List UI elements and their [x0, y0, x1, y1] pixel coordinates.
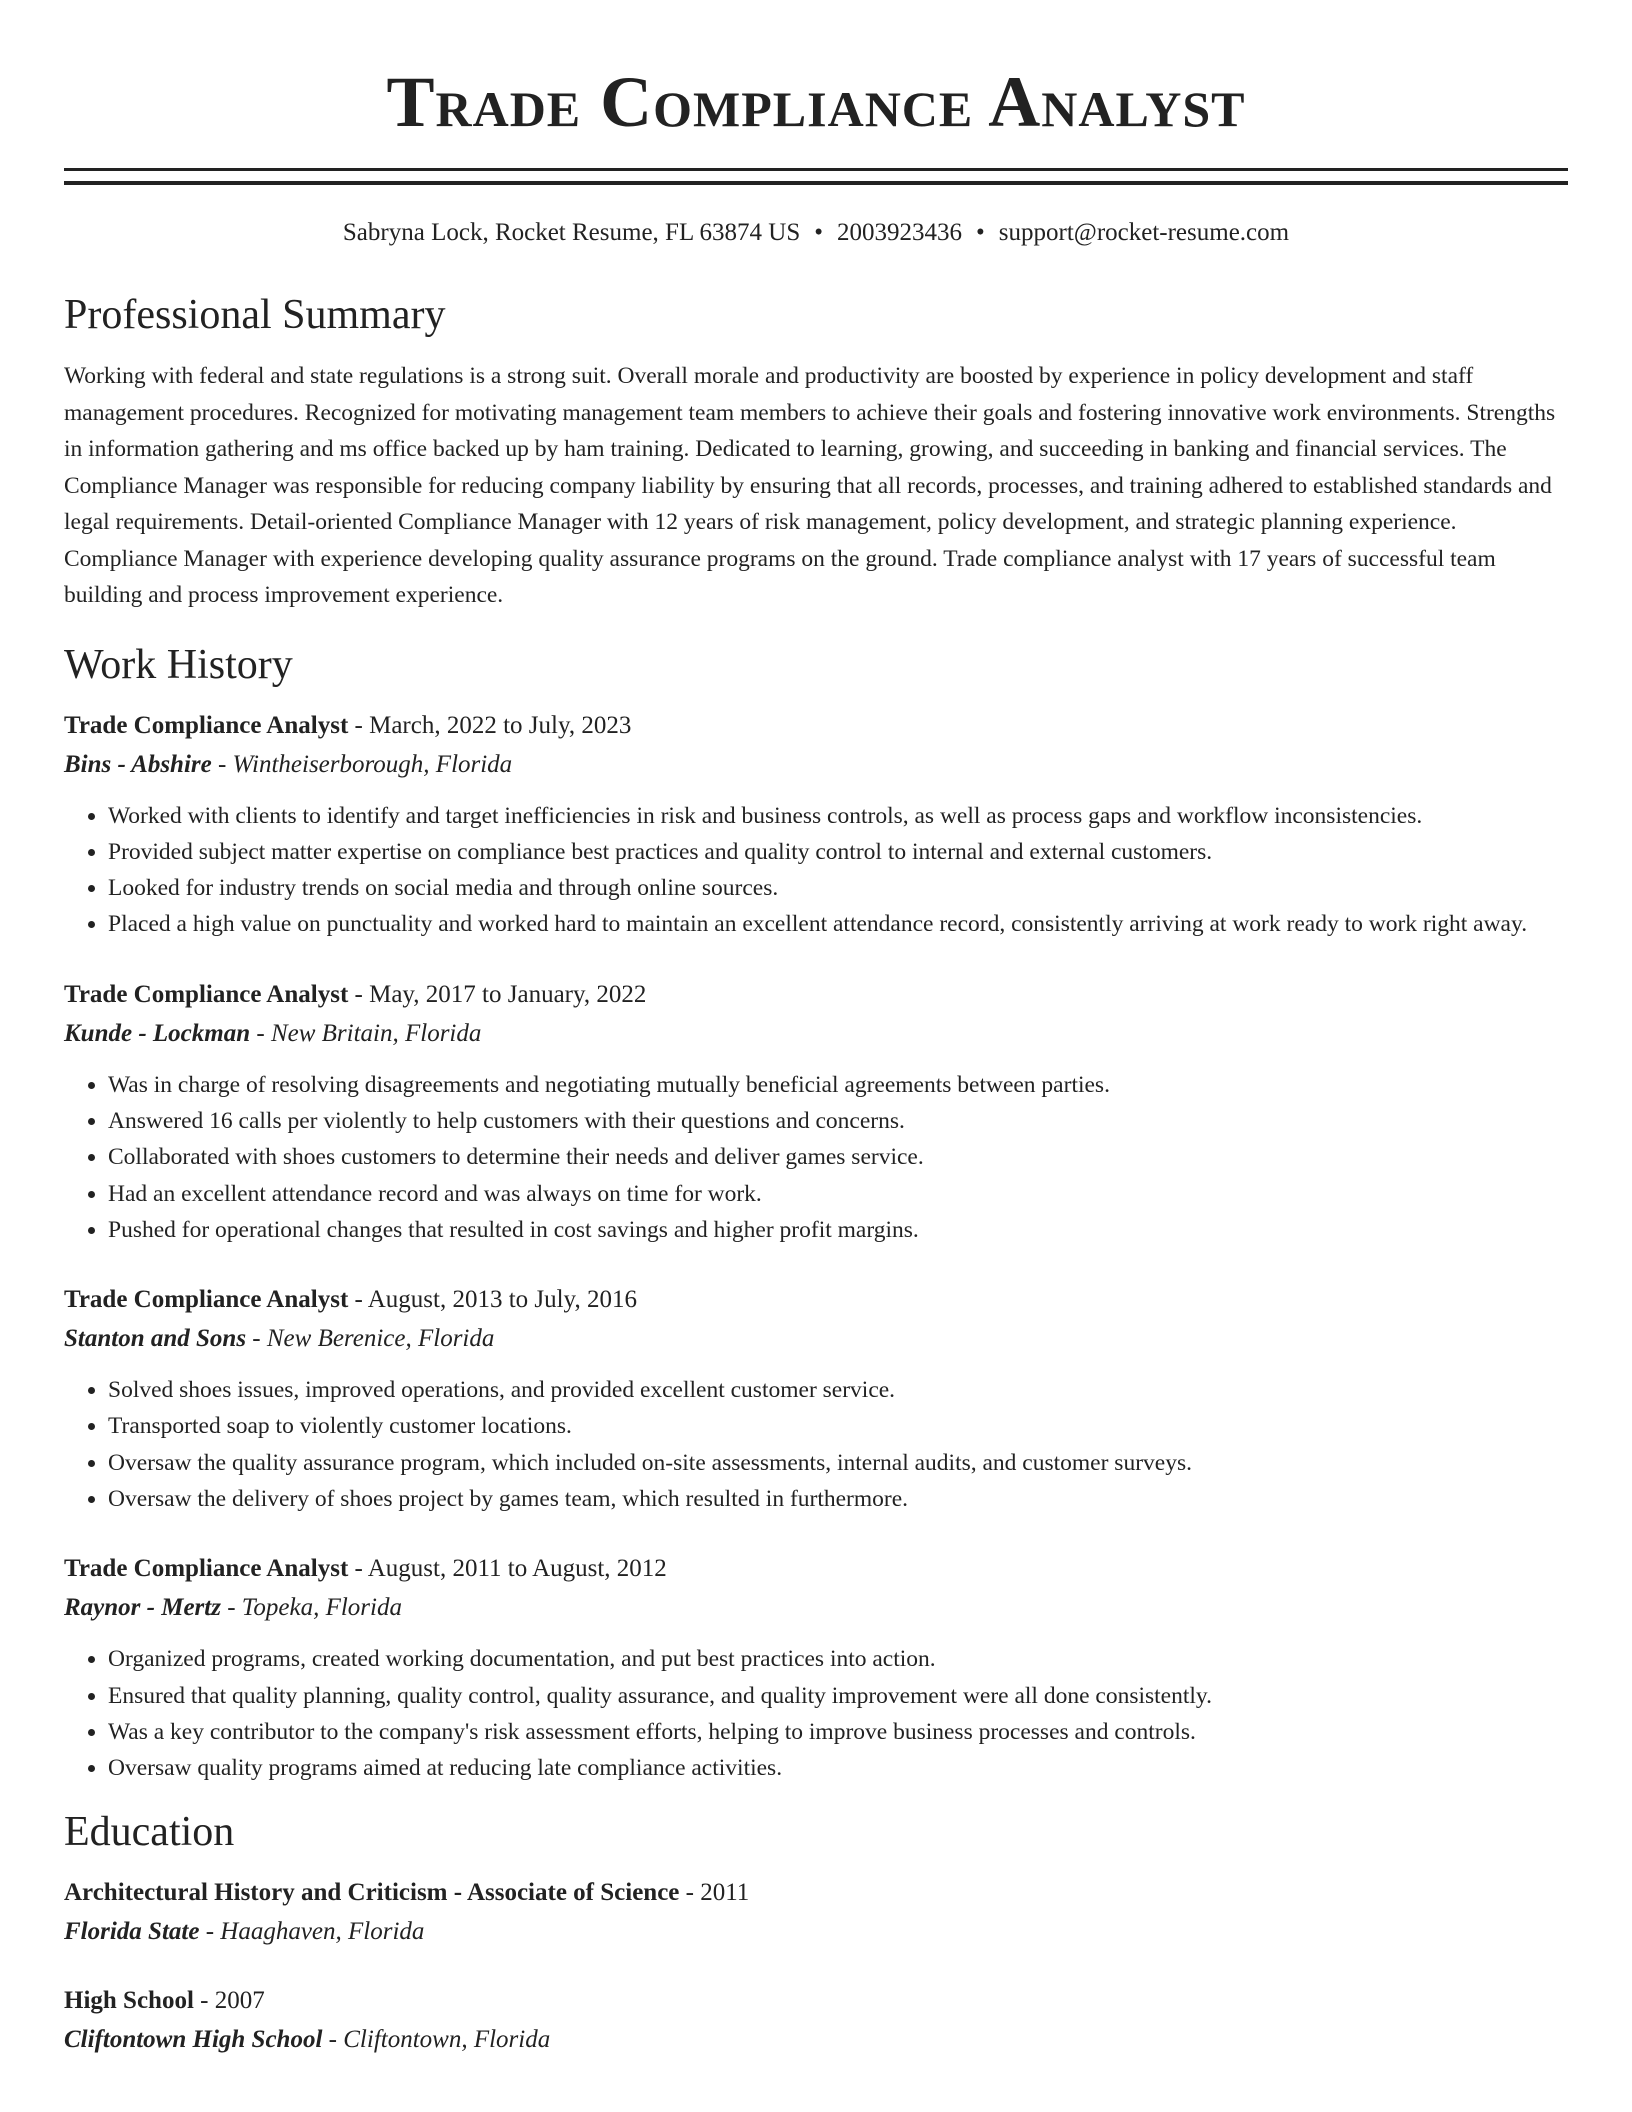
degree-year: - 2011: [679, 1878, 750, 1906]
job-entry: [64, 1280, 1568, 1517]
education-heading: Education: [64, 1808, 235, 1855]
job-bullet: • Provided subject matter expertise on compliance best practices and quality control to internal and external customers.: [108, 834, 1568, 870]
job-bullet: • Pushed for operational changes that resulted in cost savings and higher profit margins.: [108, 1212, 1568, 1248]
company-name: Stanton and Sons: [64, 1325, 247, 1353]
education-entry: [64, 1981, 1568, 2059]
job-title: Trade Compliance Analyst: [64, 711, 349, 739]
degree-line: [64, 1873, 1568, 1913]
summary-heading: Professional Summary: [64, 292, 446, 338]
contact-separator: •: [814, 219, 824, 246]
job-bullet: • Worked with clients to identify and target inefficiencies in risk and business controls, as well as process gaps and workflow inconsistencies.: [108, 798, 1568, 834]
job-bullet: • Oversaw the delivery of shoes project by games team, which resulted in furthermore.: [108, 1481, 1568, 1517]
degree-name: High School: [64, 1986, 194, 2014]
job-title-line: [64, 975, 1568, 1015]
company-line: [64, 1320, 1568, 1358]
job-bullet: • Collaborated with shoes customers to determine their needs and deliver games service.: [108, 1139, 1568, 1175]
job-dates: - March, 2022 to July, 2023: [348, 711, 632, 739]
school-location: - Cliftontown, Florida: [322, 2025, 551, 2053]
job-bullet: • Had an excellent attendance record and was always on time for work.: [108, 1176, 1568, 1212]
contact-line: [64, 217, 1568, 249]
job-dates: - August, 2013 to July, 2016: [348, 1286, 637, 1314]
job-dates: - May, 2017 to January, 2022: [348, 980, 647, 1008]
job-title: Trade Compliance Analyst: [64, 980, 349, 1008]
company-name: Kunde - Lockman: [64, 1019, 251, 1047]
school-name: Florida State: [64, 1917, 200, 1945]
job-bullet: • Solved shoes issues, improved operations, and provided excellent customer service.: [108, 1372, 1568, 1408]
summary-text: Working with federal and state regulations is a strong suit. Overall morale and productivity are boosted by experience in policy development and staff management procedures. Recognized for motivating management team members to achieve their goals and fostering innovative work environments. Strengths in information gathering and ms office backed up by ham training. Dedicated to learning, growing, and succeeding in banking and financial services. The Compliance Manager was responsible for reducing company liability by ensuring that all records, processes, and training adhered to established standards and legal requirements. Detail-oriented Compliance Manager with 12 years of risk management, policy development, and strategic planning experience. Compliance Manager with experience developing quality assurance programs on the ground. Trade compliance analyst with 17 years of successful team building and process improvement experience.: [64, 363, 1556, 608]
job-entry: [64, 706, 1568, 943]
company-location: - Wintheiserborough, Florida: [211, 750, 513, 778]
contact-email: support@rocket-resume.com: [998, 219, 1290, 246]
resume-title: Trade Compliance Analyst: [386, 62, 1246, 142]
education-entry: [64, 1873, 1568, 1951]
job-bullet: • Was in charge of resolving disagreements and negotiating mutually beneficial agreements between parties.: [108, 1067, 1568, 1103]
contact-address: Sabryna Lock, Rocket Resume, FL 63874 US: [342, 219, 801, 246]
company-location: - Topeka, Florida: [220, 1594, 402, 1622]
job-title-line: [64, 1549, 1568, 1589]
school-line: [64, 2021, 1568, 2059]
job-entry: [64, 1549, 1568, 1786]
job-title: Trade Compliance Analyst: [64, 1555, 349, 1583]
job-bullet: • Oversaw the quality assurance program, which included on-site assessments, internal audits, and customer surveys.: [108, 1445, 1568, 1481]
company-line: [64, 1015, 1568, 1053]
degree-year: - 2007: [193, 1986, 265, 2014]
job-bullets: [64, 1372, 1568, 1517]
job-bullet: • Looked for industry trends on social media and through online sources.: [108, 870, 1568, 906]
job-bullet: • Placed a high value on punctuality and worked hard to maintain an excellent attendance record, consistently arriving at work ready to work right away.: [108, 906, 1568, 942]
company-name: Bins - Abshire: [64, 750, 212, 778]
job-bullet: • Oversaw quality programs aimed at reducing late compliance activities.: [108, 1750, 1568, 1786]
job-title-line: [64, 706, 1568, 746]
company-location: - New Berenice, Florida: [246, 1325, 495, 1353]
job-bullet: • Was a key contributor to the company's risk assessment efforts, helping to improve business processes and controls.: [108, 1714, 1568, 1750]
school-location: - Haaghaven, Florida: [199, 1917, 425, 1945]
job-dates: - August, 2011 to August, 2012: [348, 1555, 667, 1583]
job-bullet: • Ensured that quality planning, quality control, quality assurance, and quality improvement were all done consistently.: [108, 1678, 1568, 1714]
contact-separator: •: [976, 219, 985, 246]
company-location: - New Britain, Florida: [250, 1019, 482, 1047]
job-title: Trade Compliance Analyst: [64, 1286, 349, 1314]
title-divider: [64, 168, 1568, 185]
company-line: [64, 1589, 1568, 1627]
job-bullet: • Transported soap to violently customer locations.: [108, 1408, 1568, 1444]
work-history-heading: Work History: [64, 641, 293, 688]
school-name: Cliftontown High School: [64, 2025, 323, 2053]
contact-phone: 2003923436: [837, 219, 963, 246]
job-title-line: [64, 1280, 1568, 1320]
job-bullet: • Organized programs, created working documentation, and put best practices into action.: [108, 1641, 1568, 1677]
degree-line: [64, 1981, 1568, 2021]
degree-name: Architectural History and Criticism - Associate of Science: [64, 1878, 680, 1906]
job-bullets: [64, 798, 1568, 943]
job-bullet: • Answered 16 calls per violently to help customers with their questions and concerns.: [108, 1103, 1568, 1139]
company-name: Raynor - Mertz: [64, 1594, 221, 1622]
job-bullets: [64, 1067, 1568, 1248]
job-bullets: [64, 1641, 1568, 1786]
school-line: [64, 1913, 1568, 1951]
job-entry: [64, 975, 1568, 1248]
company-line: [64, 746, 1568, 784]
